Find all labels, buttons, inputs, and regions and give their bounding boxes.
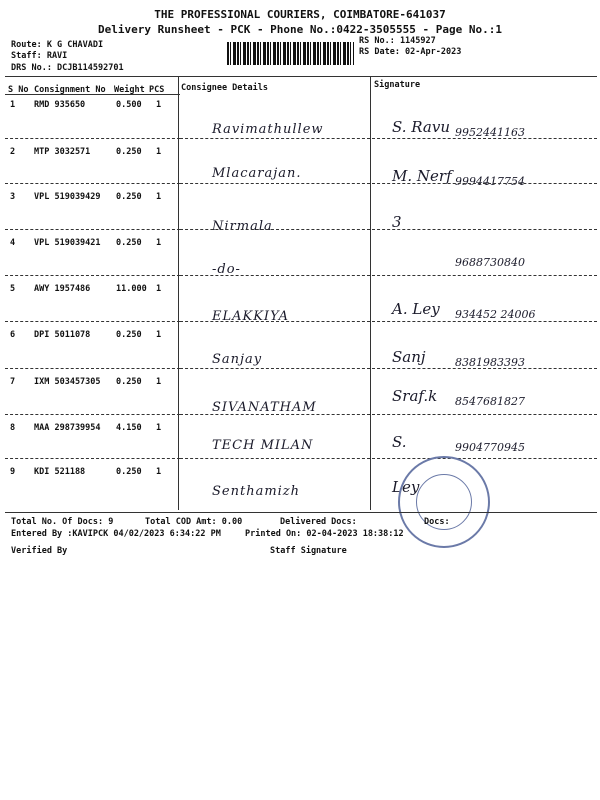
company-seal [398, 456, 490, 548]
col-sno: S No [8, 85, 29, 95]
row-sno: 5 [10, 284, 16, 294]
row-divider-middle [180, 183, 370, 184]
docs-label: Docs: [424, 517, 450, 527]
row-divider-left [5, 458, 180, 459]
row-divider-middle [180, 321, 370, 322]
header-bottom-rule [5, 94, 180, 95]
row-weight: 0.250 [116, 467, 142, 477]
runsheet-title: Delivery Runsheet - PCK - Phone No.:0422-3505555 - Page No.:1 [98, 23, 502, 36]
row-pcs: 1 [156, 238, 162, 248]
drs-number: DRS No.: DCJB114592701 [11, 63, 124, 73]
row-sno: 1 [10, 100, 16, 110]
row-consignment-no: DPI 5011078 [34, 330, 91, 340]
row-sno: 9 [10, 467, 16, 477]
row-signature-phone: 9952441163 [455, 126, 525, 139]
row-divider-left [5, 138, 180, 139]
total-docs: Total No. Of Docs: 9 [11, 517, 114, 527]
row-signature-phone: 9994417754 [455, 175, 525, 188]
staff-label: Staff: RAVI [11, 51, 68, 61]
row-sno: 6 [10, 330, 16, 340]
row-signature: A. Ley [392, 300, 440, 318]
verified-by: Verified By [11, 546, 68, 556]
company-title: THE PROFESSIONAL COURIERS, COIMBATORE-641037 [154, 8, 446, 21]
row-divider-right [372, 229, 597, 230]
row-divider-middle [180, 229, 370, 230]
row-pcs: 1 [156, 377, 162, 387]
row-divider-right [372, 458, 597, 459]
row-weight: 11.000 [116, 284, 147, 294]
row-consignment-no: VPL 519039429 [34, 192, 101, 202]
row-weight: 0.250 [116, 238, 142, 248]
col-signature: Signature [374, 80, 421, 90]
row-pcs: 1 [156, 284, 162, 294]
delivered-docs: Delivered Docs: [280, 517, 357, 527]
row-divider-right [372, 275, 597, 276]
row-sno: 2 [10, 147, 16, 157]
row-signature-phone: 9904770945 [455, 441, 525, 454]
footer-top-rule [5, 512, 597, 513]
row-sno: 4 [10, 238, 16, 248]
row-divider-middle [180, 275, 370, 276]
row-pcs: 1 [156, 147, 162, 157]
row-pcs: 1 [156, 330, 162, 340]
row-divider-right [372, 138, 597, 139]
row-sno: 3 [10, 192, 16, 202]
staff-signature: Staff Signature [270, 546, 347, 556]
row-divider-middle [180, 368, 370, 369]
col-divider-signature [370, 76, 371, 510]
row-sno: 8 [10, 423, 16, 433]
row-divider-left [5, 414, 180, 415]
row-consignment-no: KDI 521188 [34, 467, 86, 477]
row-divider-left [5, 275, 180, 276]
row-pcs: 1 [156, 467, 162, 477]
row-divider-right [372, 183, 597, 184]
row-weight: 0.250 [116, 330, 142, 340]
row-signature: S. Ravu [392, 118, 450, 136]
row-signature-phone: 8547681827 [455, 395, 525, 408]
row-signature-phone: 9688730840 [455, 256, 525, 269]
route-label: Route: K G CHAVADI [11, 40, 104, 50]
col-pcs: PCS [149, 85, 165, 95]
row-consignment-no: AWY 1957486 [34, 284, 91, 294]
row-consignment-no: IXM 503457305 [34, 377, 101, 387]
row-weight: 0.250 [116, 377, 142, 387]
row-consignment-no: MTP 3032571 [34, 147, 91, 157]
row-consignment-no: VPL 519039421 [34, 238, 101, 248]
row-signature: M. Nerf [392, 167, 452, 185]
row-consignee-name: ELAKKIYA [212, 309, 290, 324]
row-consignee-name: Ravimathullew [212, 122, 324, 137]
total-cod: Total COD Amt: 0.00 [145, 517, 243, 527]
row-weight: 0.250 [116, 147, 142, 157]
printed-on: Printed On: 02-04-2023 18:38:12 [245, 529, 404, 539]
barcode [227, 42, 354, 65]
row-divider-left [5, 229, 180, 230]
row-signature: Sraf.k [392, 387, 438, 405]
row-divider-left [5, 321, 180, 322]
row-signature-phone: 934452 24006 [455, 308, 536, 321]
row-divider-left [5, 183, 180, 184]
rs-date: RS Date: 02-Apr-2023 [359, 47, 462, 57]
row-weight: 0.500 [116, 100, 142, 110]
row-consignee-name: Nirmala [212, 219, 273, 234]
row-consignee-name: Mlacarajan. [212, 166, 302, 181]
col-weight: Weight [114, 85, 145, 95]
row-consignee-name: SIVANATHAM [212, 400, 317, 415]
row-signature-phone: 8381983393 [455, 356, 525, 369]
row-pcs: 1 [156, 192, 162, 202]
row-divider-middle [180, 138, 370, 139]
col-divider-consignee [178, 76, 179, 510]
row-consignment-no: RMD 935650 [34, 100, 86, 110]
row-divider-middle [180, 414, 370, 415]
row-divider-right [372, 368, 597, 369]
row-signature: Sanj [392, 348, 426, 366]
row-signature: S. [392, 433, 407, 451]
rs-number: RS No.: 1145927 [359, 36, 436, 46]
row-pcs: 1 [156, 100, 162, 110]
row-sno: 7 [10, 377, 16, 387]
row-consignee-name: TECH MILAN [212, 438, 314, 453]
row-divider-left [5, 368, 180, 369]
row-pcs: 1 [156, 423, 162, 433]
col-consignment: Consignment No [34, 85, 106, 95]
row-divider-right [372, 414, 597, 415]
row-divider-right [372, 321, 597, 322]
col-consignee: Consignee Details [181, 83, 268, 93]
row-signature: Ley [392, 478, 420, 496]
row-consignee-name: Senthamizh [212, 484, 301, 499]
row-divider-middle [180, 458, 370, 459]
row-weight: 4.150 [116, 423, 142, 433]
row-consignee-name: -do- [212, 262, 241, 277]
row-consignment-no: MAA 298739954 [34, 423, 101, 433]
table-top-rule [5, 76, 597, 77]
row-consignee-name: Sanjay [212, 352, 263, 367]
row-signature: 3 [392, 213, 402, 231]
entered-by: Entered By :KAVIPCK 04/02/2023 6:34:22 PM [11, 529, 221, 539]
row-weight: 0.250 [116, 192, 142, 202]
